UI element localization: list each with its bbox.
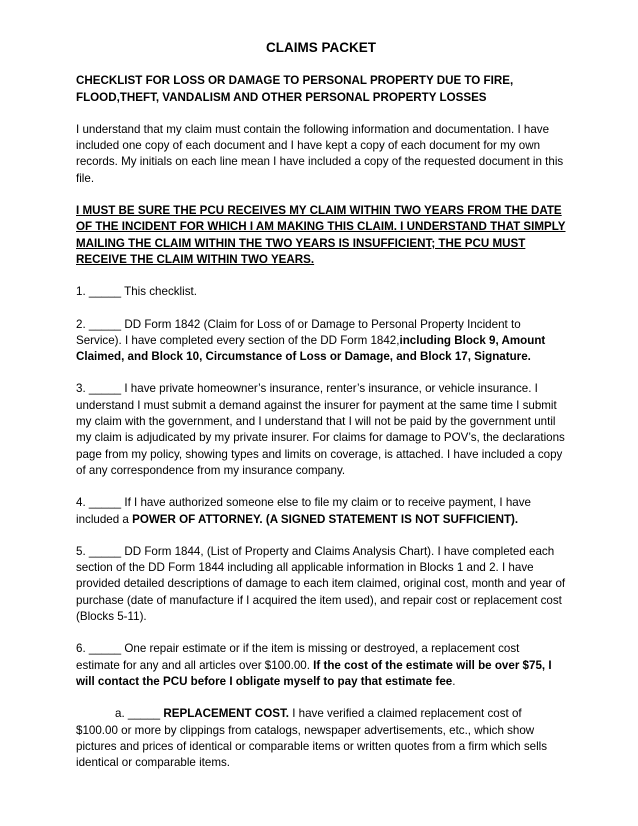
deadline-warning: I MUST BE SURE THE PCU RECEIVES MY CLAIM WITHIN TWO YEARS FROM THE DATE OF THE INCIDENT FOR WHICH I AM MAKING THIS CLAIM. I UNDERSTAND THAT SIMPLY MAILING THE CLAIM WITHIN THE TWO YEARS IS INSUFFICIENT; THE PCU MUST RECEIVE THE CLAIM WITHIN TWO YEARS.: [76, 204, 566, 266]
item-2-text: 2. _____ DD Form 1842 (Claim for Loss of or Damage to Personal Property Incident to Service). I have completed every section of the DD Form 1842,: [76, 317, 521, 347]
checklist-item-5: 5. _____ DD Form 1844, (List of Property and Claims Analysis Chart). I have completed each section of the DD Form 1844 including all applicable information in Blocks 1 and 2. I have provided detailed descriptions of damage to each item claimed, original cost, month and year of purchase (date of manufacture if I acquired the item used), and repair cost or replacement cost (Blocks 5-11).: [76, 544, 566, 624]
checklist-heading: CHECKLIST FOR LOSS OR DAMAGE TO PERSONAL PROPERTY DUE TO FIRE, FLOOD,THEFT, VANDALISM AND OTHER PERSONAL PROPERTY LOSSES: [76, 74, 514, 104]
checklist-item-1: 1. _____ This checklist.: [76, 285, 197, 299]
item-4-text: 4. _____ If I have authorized someone else to file my claim or to receive payment, I have included a: [76, 496, 531, 526]
checklist-item-4: [76, 495, 566, 528]
item-6a-bold: REPLACEMENT COST.: [163, 707, 289, 721]
checklist-item-3: 3. _____ I have private homeowner’s insurance, renter’s insurance, or vehicle insurance. I understand I must submit a demand against the insurer for payment at the same time I submit my claim with the government, and I understand that I will not be paid by the government until my claim is adjudicated by my private insurer. For claims for damage to POV’s, the declarations page from my policy, showing types and limits on coverage, is attached. I have included a copy of any correspondence from my insurance company.: [76, 382, 565, 477]
item-6-bold: If the cost of the estimate will be over $75, I will contact the PCU before I obligate myself to pay that estimate fee: [76, 658, 552, 688]
checklist-item-2: [76, 317, 566, 366]
item-6a-text: I have verified a claimed replacement cost of $100.00 or more by clippings from catalogs, newspaper advertisements, etc., which show pictures and prices of identical or comparable items or written quotes from a firm which sells identical or comparable items.: [76, 707, 548, 770]
item-6-end: .: [452, 674, 456, 688]
page-title: CLAIMS PACKET: [266, 40, 376, 55]
item-6-text: 6. _____ One repair estimate or if the item is missing or destroyed, a replacement cost estimate for any and all articles over $100.00.: [76, 642, 520, 672]
item-2-bold: including Block 9, Amount Claimed, and Block 10, Circumstance of Loss or Damage, and Block 17, Signature.: [76, 333, 546, 364]
intro-paragraph: I understand that my claim must contain the following information and documentation. I have included one copy of each document and I have kept a copy of each document for my own records. My initials on each line mean I have included a copy of the requested document in this file.: [76, 122, 564, 185]
item-4-bold: POWER OF ATTORNEY. (A SIGNED STATEMENT IS NOT SUFFICIENT).: [132, 512, 519, 526]
item-6a-prefix: a. _____: [115, 707, 161, 721]
checklist-item-6: [76, 641, 566, 690]
checklist-item-6a: [76, 706, 566, 771]
